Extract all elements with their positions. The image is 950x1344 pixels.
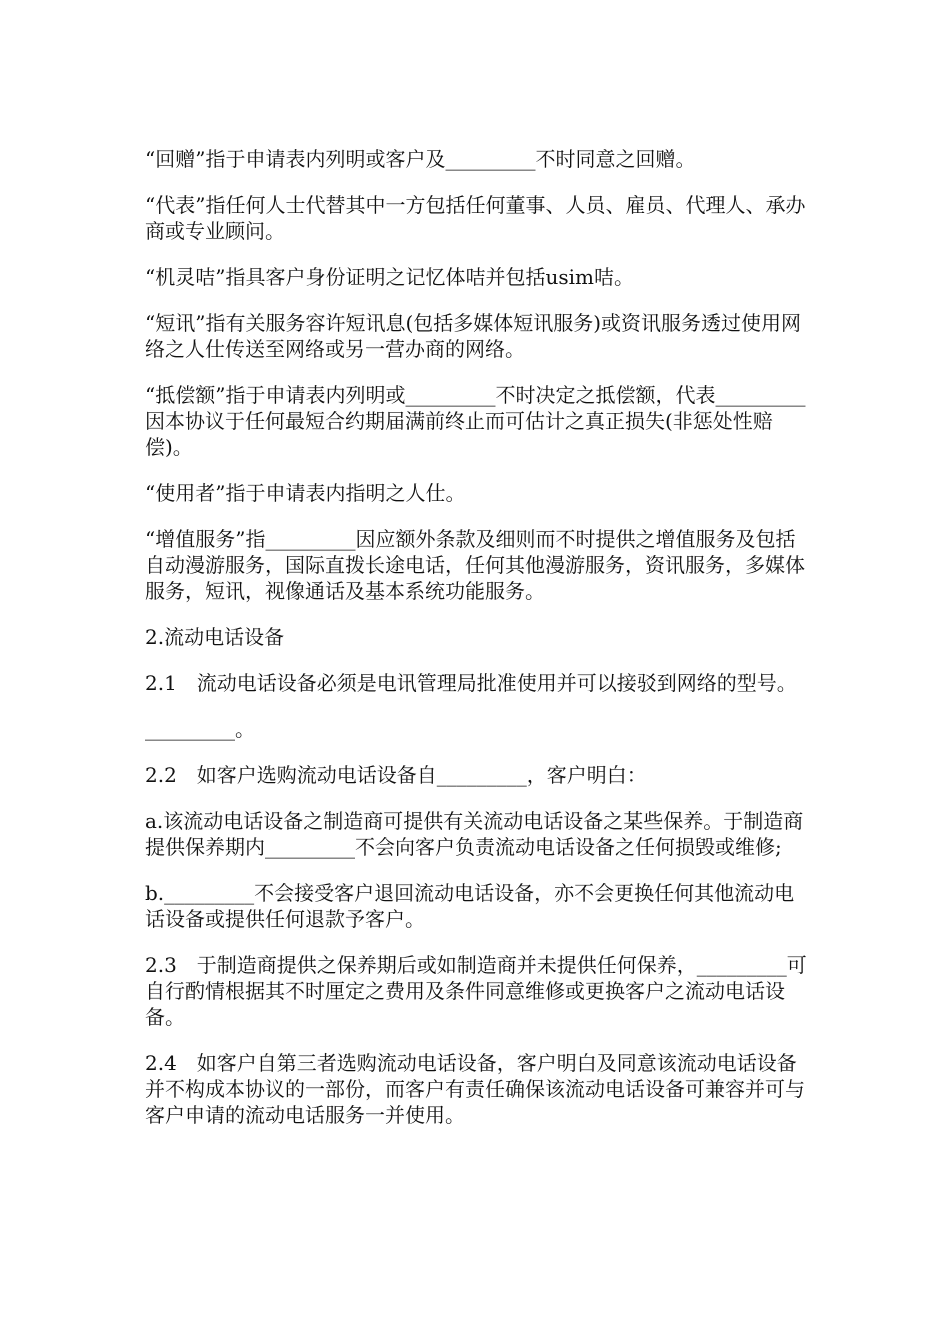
clause-2-1: 2.1 流动电话设备必须是电讯管理局批准使用并可以接驳到网络的型号。 xyxy=(145,671,797,695)
definition-smart-card: “机灵咭”指具客户身份证明之记忆体咭并包括usim咭。 xyxy=(145,265,634,289)
definition-value-added-service: “增值服务”指_________因应额外条款及细则而不时提供之增值服务及包括自动漫游服务，国际直拨长途电话，任何其他漫游服务，资讯服务，多媒体服务，短讯，视像通话及基本系统功能服务。 xyxy=(145,527,805,603)
clause-2-3: 2.3 于制造商提供之保养期后或如制造商并未提供任何保养，_________可自行酌情根据其不时厘定之费用及条件同意维修或更换客户之流动电话设备。 xyxy=(145,953,807,1029)
clause-2-4: 2.4 如客户自第三者选购流动电话设备，客户明白及同意该流动电话设备并不构成本协议的一部份，而客户有责任确保该流动电话设备可兼容并可与客户申请的流动电话服务一并使用。 xyxy=(145,1051,805,1127)
blank-line: _________。 xyxy=(145,717,255,741)
definition-user: “使用者”指于申请表内指明之人仕。 xyxy=(145,481,466,505)
definition-rebate: “回赠”指于申请表内列明或客户及_________不时同意之回赠。 xyxy=(145,147,696,171)
section-heading-mobile-equipment: 2.流动电话设备 xyxy=(145,625,285,649)
definition-sms: “短讯”指有关服务容许短讯息(包括多媒体短讯服务)或资讯服务透过使用网络之人仕传送至网络或另一营办商的网络。 xyxy=(145,311,802,361)
clause-2-2: 2.2 如客户选购流动电话设备自_________，客户明白： xyxy=(145,763,647,787)
clause-2-2-a: a.该流动电话设备之制造商可提供有关流动电话设备之某些保养。于制造商提供保养期内_________不会向客户负责流动电话设备之任何损毁或维修; xyxy=(145,809,804,859)
definition-representative: “代表”指任何人士代替其中一方包括任何董事、人员、雇员、代理人、承办商或专业顾问。 xyxy=(145,193,806,243)
document-body xyxy=(145,146,810,1148)
definition-compensation: “抵偿额”指于申请表内列明或_________不时决定之抵偿额，代表_________因本协议于任何最短合约期届满前终止而可估计之真正损失(非惩处性赔偿)。 xyxy=(145,383,806,459)
clause-2-2-b: b._________不会接受客户退回流动电话设备，亦不会更换任何其他流动电话设备或提供任何退款予客户。 xyxy=(145,881,795,931)
